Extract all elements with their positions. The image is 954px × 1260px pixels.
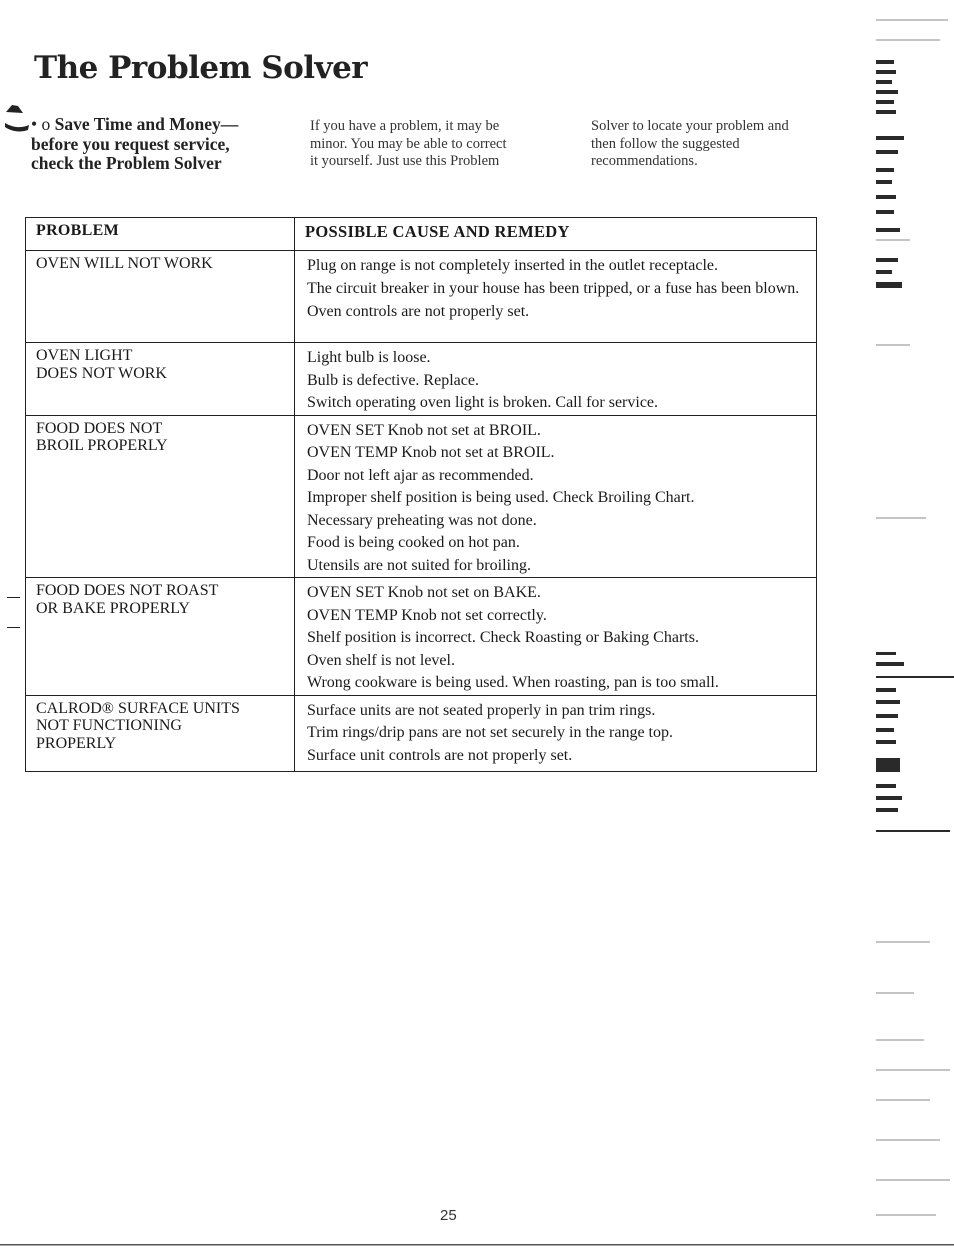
problem-cell [26,578,295,696]
remedy-item: Food is being cooked on hot pan. [307,534,520,551]
remedy-item: Plug on range is not completely inserted in the outlet receptacle. [307,257,718,274]
problem-text: OR BAKE PROPERLY [36,599,190,617]
remedy-item: OVEN SET Knob not set at BROIL. [307,421,541,439]
remedy-cell [295,578,817,696]
remedy-cell [295,415,817,578]
remedy-item: Wrong cookware is being used. When roasting, pan is too small. [307,674,719,691]
problem-cell [26,415,295,578]
table-header-row [26,218,817,251]
page-title: The Problem Solver [34,50,368,86]
table-row-surface-units [26,695,817,771]
problem-text: OVEN LIGHT [36,347,133,364]
remedy-item: Utensils are not suited for broiling. [307,556,531,574]
remedy-item: Switch operating oven light is broken. Call for service. [307,394,659,411]
intro-heading-line-1: Save Time and Money— [54,114,239,134]
problem-text: PROPERLY [36,734,117,752]
problem-cell [26,251,295,343]
cause-column-header: POSSIBLE CAUSE AND REMEDY [295,218,817,251]
intro-col3-line-1: Solver to locate your problem and [591,118,789,134]
scan-margin-artifacts [870,0,954,1260]
remedy-item: Door not left ajar as recommended. [307,466,534,484]
problem-text: NOT FUNCTIONING [36,717,182,734]
intro-col2-line-2: minor. You may be able to correct [310,135,507,152]
table-row-oven-light [26,343,817,416]
margin-tick [7,597,20,598]
intro-heading-line-3: check the Problem Solver [31,153,222,173]
remedy-item: Trim rings/drip pans are not set securely in the range top. [307,724,673,741]
problem-text: CALROD® SURFACE UNITS [36,699,240,717]
remedy-item: Improper shelf position is being used. Check Broiling Chart. [307,489,695,506]
table-row-roast-bake [26,578,817,696]
remedy-item: OVEN SET Knob not set on BAKE. [307,584,541,601]
page-number: 25 [440,1207,457,1224]
table-row-oven-will-not-work [26,251,817,343]
problem-column-header: PROBLEM [26,218,295,251]
remedy-cell [295,343,817,416]
bottom-scan-rule [0,1243,954,1247]
remedy-item: Oven shelf is not level. [307,651,455,669]
remedy-item: Surface unit controls are not properly set. [307,746,573,764]
problem-solver-table [25,217,817,772]
intro-column-3 [591,118,831,171]
remedy-item: Surface units are not seated properly in pan trim rings. [307,701,656,719]
remedy-item: The circuit breaker in your house has been tripped, or a fuse has been blown. [307,279,800,297]
problem-text: DOES NOT WORK [36,364,167,382]
problem-text: OVEN WILL NOT WORK [36,255,213,272]
remedy-item: Necessary preheating was not done. [307,511,537,529]
problem-cell [26,343,295,416]
remedy-item: OVEN TEMP Knob not set correctly. [307,606,547,624]
intro-col3-line-3: recommendations. [591,153,698,169]
remedy-item: Light bulb is loose. [307,349,431,366]
intro-lead: • o [31,114,51,134]
intro-col3-line-2: then follow the suggested [591,135,740,152]
remedy-cell [295,695,817,771]
problem-text: FOOD DOES NOT ROAST [36,582,219,599]
bullet-mark-icon [2,103,32,133]
remedy-item: Shelf position is incorrect. Check Roasting or Baking Charts. [307,629,699,646]
remedy-item: OVEN TEMP Knob not set at BROIL. [307,444,555,461]
intro-col2-line-3: it yourself. Just use this Problem [310,153,500,169]
table-row-broil [26,415,817,578]
intro-heading-line-2: before you request service, [31,133,230,154]
problem-cell [26,695,295,771]
remedy-item: Oven controls are not properly set. [307,302,530,320]
remedy-item: Bulb is defective. Replace. [307,371,479,389]
remedy-cell [295,251,817,343]
problem-text: BROIL PROPERLY [36,437,168,454]
problem-text: FOOD DOES NOT [36,419,163,437]
intro-heading [31,115,301,174]
intro-column-2 [310,118,560,171]
margin-tick [7,627,20,628]
intro-col2-line-1: If you have a problem, it may be [310,118,500,134]
